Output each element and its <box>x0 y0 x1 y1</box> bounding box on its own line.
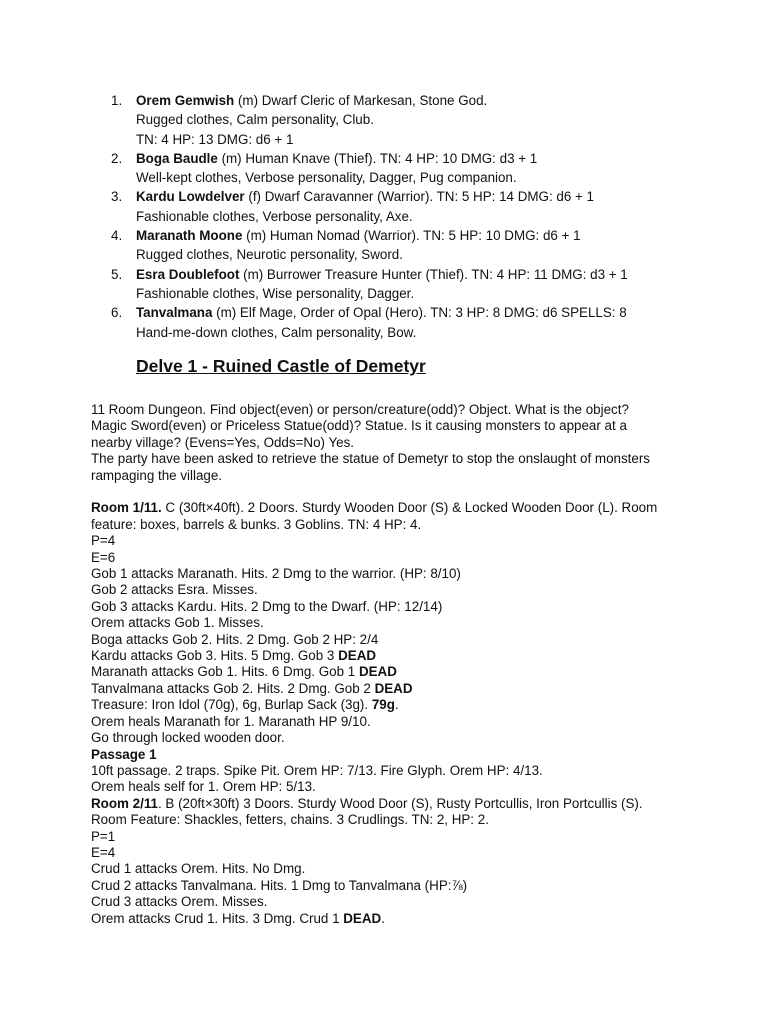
log-line <box>91 582 691 598</box>
member-line <box>136 265 696 284</box>
log-text: 10ft passage. 2 traps. Spike Pit. Orem HP: 7/13. Fire Glyph. Orem HP: 4/13. <box>91 762 543 778</box>
member-name: Esra Doublefoot <box>136 266 240 282</box>
log-text: P=1 <box>91 828 116 844</box>
log-line <box>91 911 691 927</box>
log-bold-text: 79g <box>371 697 395 713</box>
log-text: rampaging the village. <box>91 467 223 483</box>
member-line <box>136 226 696 245</box>
member-name: Orem Gemwish <box>136 93 235 108</box>
member-text: (m) Dwarf Cleric of Markesan, Stone God. <box>234 93 488 108</box>
log-line <box>91 418 691 434</box>
log-line <box>91 451 691 467</box>
log-line <box>91 599 691 615</box>
list-number: 1. <box>111 93 123 108</box>
member-line <box>136 245 696 264</box>
log-text: Orem attacks Crud 1. Hits. 3 Dmg. Crud 1 <box>91 910 344 926</box>
log-line <box>91 533 691 549</box>
log-text: Maranath attacks Gob 1. Hits. 6 Dmg. Gob 1 <box>91 664 359 680</box>
log-line <box>91 878 691 894</box>
log-line <box>91 730 691 746</box>
log-line <box>91 648 691 664</box>
log-text: E=4 <box>91 844 116 860</box>
delve-heading: Delve 1 - Ruined Castle of Demetyr <box>136 356 426 376</box>
log-bold-text: Room 2/11 <box>91 795 158 811</box>
log-line <box>91 517 691 533</box>
log-line <box>91 714 691 730</box>
member-text: Rugged clothes, Neurotic personality, Sword. <box>136 247 403 263</box>
log-text: C (30ft×40ft). 2 Doors. Sturdy Wooden Door (S) & Locked Wooden Door (L). Room <box>161 500 658 516</box>
member-name: Kardu Lowdelver <box>136 189 245 205</box>
member-text: (m) Burrower Treasure Hunter (Thief). TN: 4 HP: 11 DMG: d3 + 1 <box>239 266 628 282</box>
log-line <box>91 500 691 516</box>
log-line <box>91 681 691 697</box>
party-member <box>0 187 696 226</box>
log-text: E=6 <box>91 549 116 565</box>
list-number: 5. <box>111 266 123 282</box>
log-text: Crud 3 attacks Orem. Misses. <box>91 894 268 910</box>
member-text: Rugged clothes, Calm personality, Club. <box>136 112 374 128</box>
delve-log <box>91 402 691 927</box>
log-line <box>91 566 691 582</box>
log-line <box>91 697 691 713</box>
log-line <box>91 829 691 845</box>
log-text: P=4 <box>91 533 116 549</box>
log-text: Gob 2 attacks Esra. Misses. <box>91 582 258 598</box>
list-number: 4. <box>111 228 123 244</box>
log-text: . <box>381 910 385 926</box>
member-text: Fashionable clothes, Wise personality, Dagger. <box>136 285 415 301</box>
log-line <box>91 435 691 451</box>
member-line <box>136 110 696 129</box>
log-text: . <box>394 697 399 713</box>
log-line <box>91 812 691 828</box>
log-text: Orem heals self for 1. Orem HP: 5/13. <box>91 779 316 795</box>
member-text: Well-kept clothes, Verbose personality, Dagger, Pug companion. <box>136 170 517 186</box>
log-line <box>91 664 691 680</box>
log-text: Orem heals Maranath for 1. Maranath HP 9/10. <box>91 713 371 729</box>
log-text: Go through locked wooden door. <box>91 730 285 746</box>
log-bold-text: Room 1/11. <box>91 500 162 516</box>
log-text: Treasure: Iron Idol (70g), 6g, Burlap Sack (3g). <box>91 697 372 713</box>
party-roster-list <box>0 91 696 342</box>
member-text: Fashionable clothes, Verbose personality, Axe. <box>136 208 413 224</box>
member-line <box>136 130 696 149</box>
log-line <box>91 747 691 763</box>
member-line <box>136 149 696 168</box>
log-text: 11 Room Dungeon. Find object(even) or person/creature(odd)? Object. What is the object? <box>91 402 629 417</box>
log-bold-text: DEAD <box>343 910 382 926</box>
log-text: Kardu attacks Gob 3. Hits. 5 Dmg. Gob 3 <box>91 648 339 664</box>
member-text: TN: 4 HP: 13 DMG: d6 + 1 <box>136 131 294 147</box>
log-text: The party have been asked to retrieve the statue of Demetyr to stop the onslaught of monsters <box>91 451 651 467</box>
log-text: Boga attacks Gob 2. Hits. 2 Dmg. Gob 2 HP: 2/4 <box>91 631 379 647</box>
log-bold-text: DEAD <box>358 664 397 680</box>
log-line <box>91 484 691 500</box>
party-member <box>0 91 696 149</box>
member-line <box>136 284 696 303</box>
party-member <box>0 226 696 265</box>
member-line <box>136 168 696 187</box>
log-text: feature: boxes, barrels & bunks. 3 Goblins. TN: 4 HP: 4. <box>91 516 422 532</box>
party-member <box>0 149 696 188</box>
log-line <box>91 845 691 861</box>
member-text: (m) Human Nomad (Warrior). TN: 5 HP: 10 DMG: d6 + 1 <box>242 228 581 244</box>
log-text: . B (20ft×30ft) 3 Doors. Sturdy Wood Door (S), Rusty Portcullis, Iron Portcullis (S). <box>157 795 643 811</box>
log-bold-text: Passage 1 <box>91 746 157 762</box>
log-text: Crud 1 attacks Orem. Hits. No Dmg. <box>91 861 306 877</box>
list-number: 3. <box>111 189 123 205</box>
log-line <box>91 763 691 779</box>
log-text: Crud 2 attacks Tanvalmana. Hits. 1 Dmg to Tanvalmana (HP:⅞) <box>91 877 468 893</box>
log-line <box>91 779 691 795</box>
member-name: Maranath Moone <box>136 228 243 244</box>
log-text: Magic Sword(even) or Priceless Statue(odd)? Statue. Is it causing monsters to appear at a <box>91 418 627 434</box>
member-text: (m) Human Knave (Thief). TN: 4 HP: 10 DMG: d3 + 1 <box>217 150 538 166</box>
log-line <box>91 615 691 631</box>
member-line <box>136 91 696 110</box>
member-name: Boga Baudle <box>136 150 218 166</box>
member-line <box>136 303 696 322</box>
log-bold-text: DEAD <box>338 648 377 664</box>
log-bold-text: DEAD <box>374 680 413 696</box>
log-text: Orem attacks Gob 1. Misses. <box>91 615 264 631</box>
member-line <box>136 187 696 206</box>
log-text: Gob 3 attacks Kardu. Hits. 2 Dmg to the Dwarf. (HP: 12/14) <box>91 598 443 614</box>
member-text: (f) Dwarf Caravanner (Warrior). TN: 5 HP: 14 DMG: d6 + 1 <box>244 189 594 205</box>
log-text: Tanvalmana attacks Gob 2. Hits. 2 Dmg. Gob 2 <box>91 680 375 696</box>
list-number: 6. <box>111 305 123 321</box>
member-text: (m) Elf Mage, Order of Opal (Hero). TN: 3 HP: 8 DMG: d6 SPELLS: 8 <box>212 305 627 321</box>
log-text: nearby village? (Evens=Yes, Odds=No) Yes. <box>91 434 355 450</box>
log-text: Gob 1 attacks Maranath. Hits. 2 Dmg to the warrior. (HP: 8/10) <box>91 566 461 582</box>
log-line <box>91 861 691 877</box>
log-line <box>91 550 691 566</box>
log-line <box>91 402 691 418</box>
log-line <box>91 632 691 648</box>
party-member <box>0 303 696 342</box>
party-member <box>0 265 696 304</box>
member-text: Hand-me-down clothes, Calm personality, Bow. <box>136 324 417 340</box>
member-name: Tanvalmana <box>136 305 213 321</box>
list-number: 2. <box>111 150 123 166</box>
log-line <box>91 894 691 910</box>
log-line <box>91 796 691 812</box>
member-line <box>136 207 696 226</box>
log-text: Room Feature: Shackles, fetters, chains. 3 Crudlings. TN: 2, HP: 2. <box>91 812 489 828</box>
member-line <box>136 323 696 342</box>
log-line <box>91 468 691 484</box>
